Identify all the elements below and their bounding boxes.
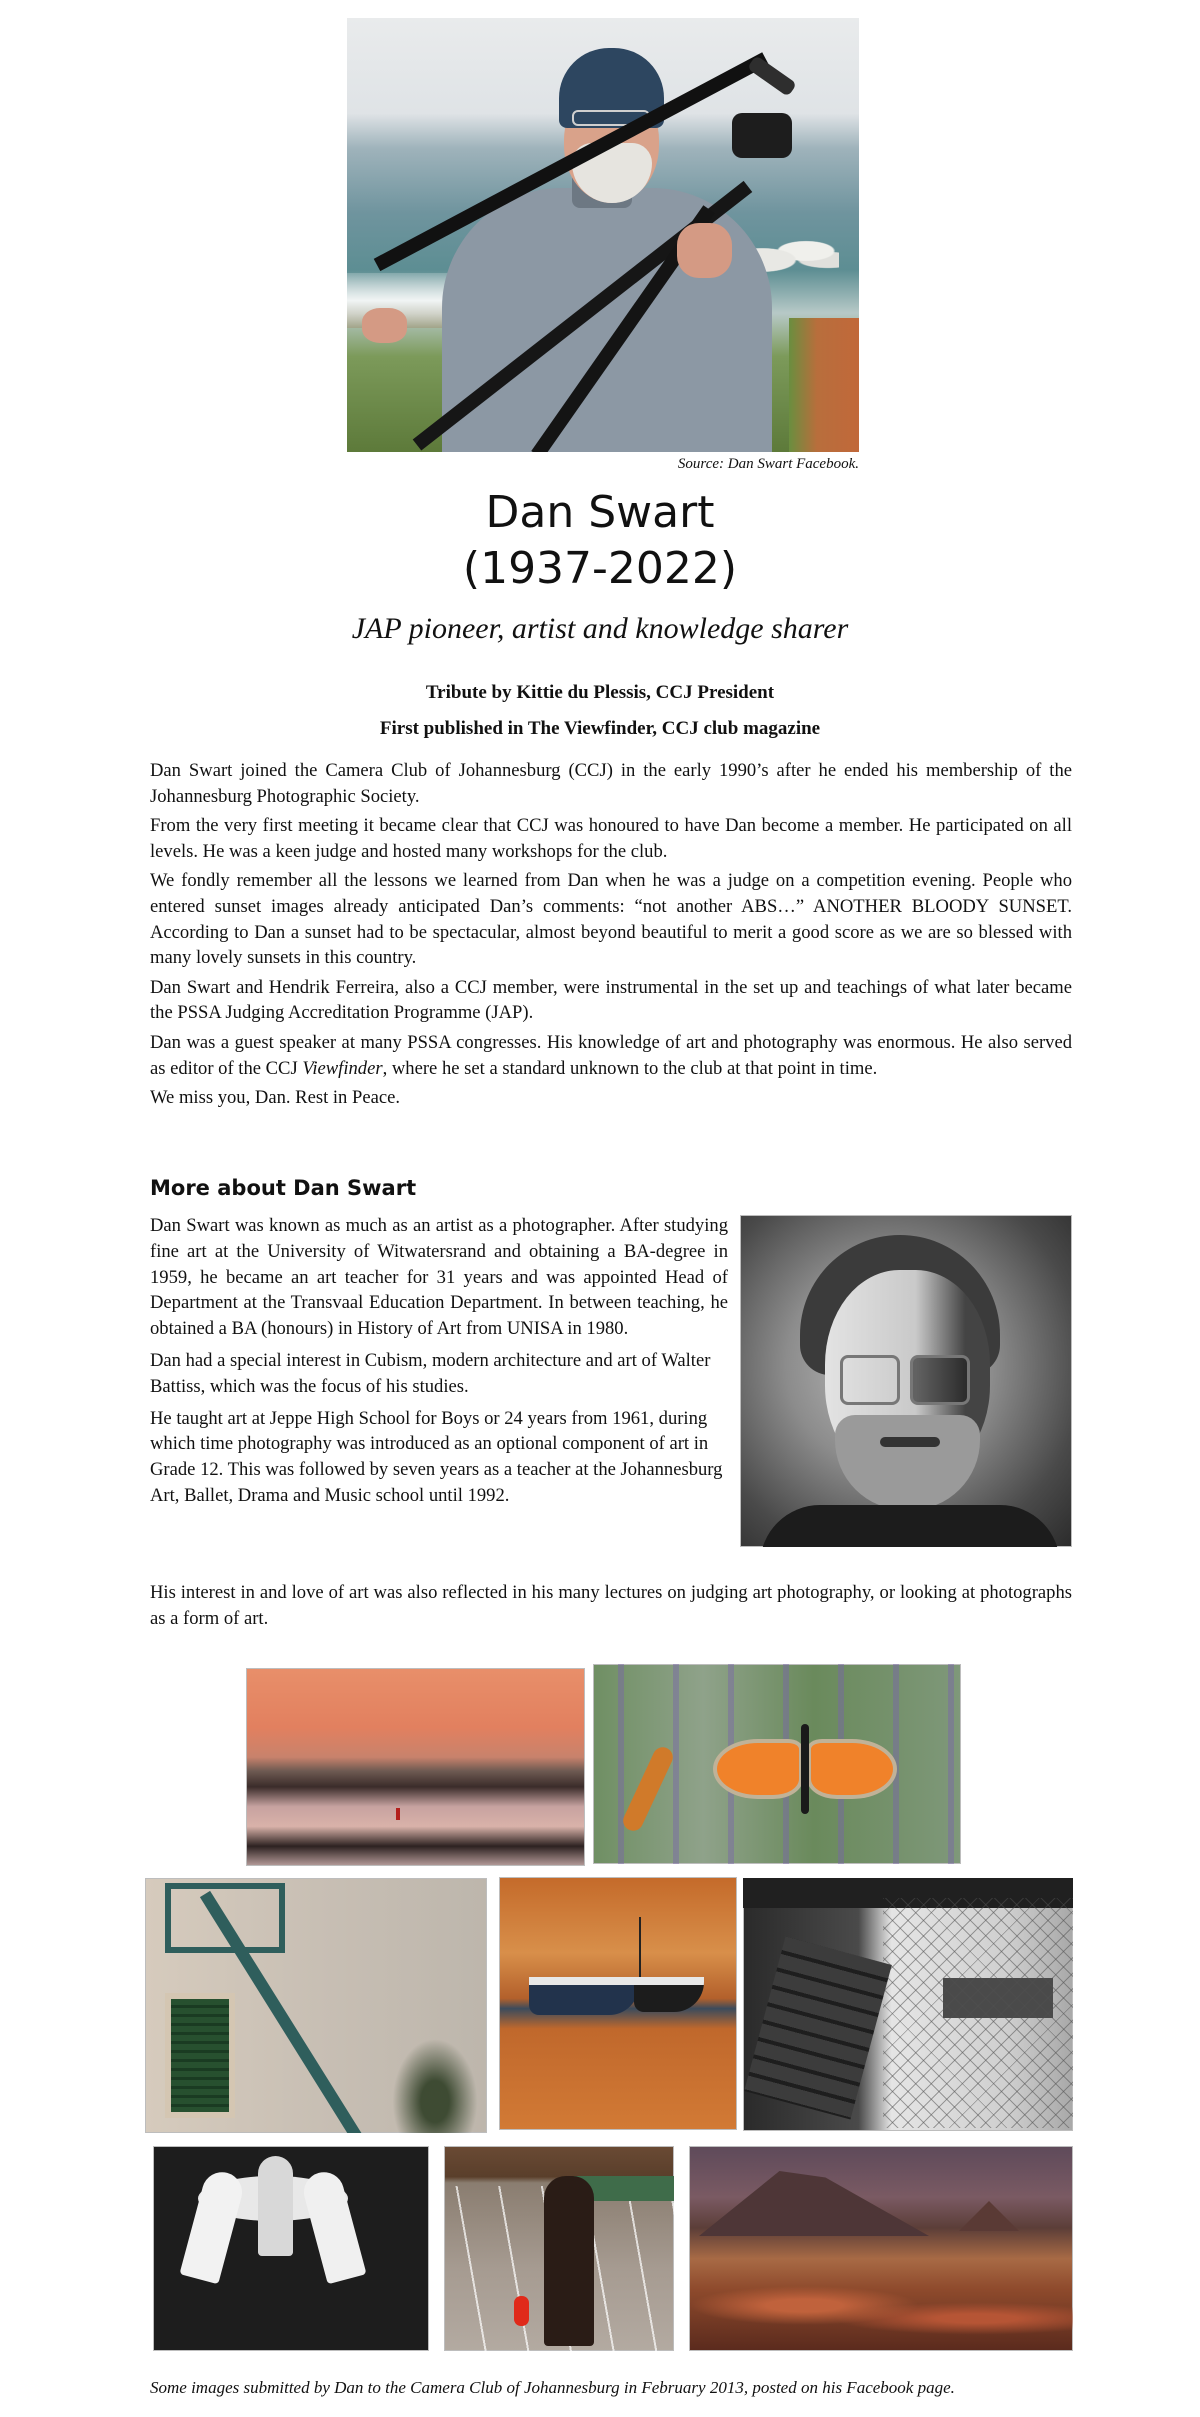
tribute-byline: Tribute by Kittie du Plessis, CCJ President (425, 682, 775, 703)
viewfinder-title: Viewfinder (302, 1057, 383, 1079)
bio-closing-block (150, 1580, 1072, 1635)
gallery-image-stairs (145, 1878, 487, 2133)
plastic-chair (258, 2156, 293, 2256)
publication-note: First published in The Viewfinder, CCJ club magazine (379, 718, 821, 739)
statue-figure (544, 2176, 594, 2346)
portrait-beard (835, 1415, 980, 1510)
tribute-closing: We miss you, Dan. Rest in Peace. (150, 1087, 400, 1109)
bio-body (150, 1213, 728, 1515)
portrait-photo (740, 1215, 1072, 1547)
gallery-image-shed (743, 1878, 1073, 2131)
wooden-crate (744, 1936, 892, 2119)
red-cow-sculpture (514, 2296, 529, 2326)
life-years: (1937-2022) (462, 543, 738, 594)
butterfly-body (801, 1724, 809, 1814)
hero-photo (347, 18, 859, 452)
tripod-handle (747, 55, 797, 97)
red-sail (396, 1808, 400, 1820)
gallery-caption: Some images submitted by Dan to the Camera Club of Johannesburg in February 2013, posted on his Facebook page. (150, 2378, 955, 2397)
section-heading-more-about: More about Dan Swart (150, 1176, 417, 1200)
butterfly-wing (713, 1739, 803, 1799)
plastic-chair (179, 2168, 246, 2285)
bio-paragraph: Dan Swart was known as much as an artist as a photographer. After studying fine art at the University of Witwatersrand and obtaining a BA-degree in 1959, he became an art teacher for 31 years and was appointed Head of Department at the Transvaal Education Department. In between teaching, he obtained a BA (honours) in History of Art from UNISA in 1980. (150, 1215, 728, 1340)
editor-text-before: Dan was a guest speaker at many PSSA congresses. His knowledge of art and photography was enormous. He also served as editor of the CCJ (150, 1031, 1072, 1079)
fishing-boat (634, 1977, 704, 2012)
editor-text-after: , where he set a standard unknown to the club at that point in time. (382, 1057, 878, 1079)
boat-mast (639, 1917, 641, 1982)
palm (385, 2028, 485, 2133)
page-title (0, 485, 1200, 597)
plastic-chair (299, 2168, 366, 2285)
tribute-paragraph: From the very first meeting it became clear that CCJ was honoured to have Dan become a member. He participated on all levels. He was a keen judge and hosted many workshops for the club. (150, 815, 1072, 862)
bio-paragraph: Dan had a special interest in Cubism, modern architecture and art of Walter Battiss, which was the focus of his studies. (150, 1349, 711, 1397)
distant-peak (959, 2201, 1019, 2231)
portrait-sweater (760, 1505, 1060, 1547)
dirt-path (789, 318, 859, 452)
gallery-image-chairs (153, 2146, 429, 2351)
tribute-body (150, 758, 1072, 1115)
gallery-image-statue (444, 2146, 674, 2351)
gallery-image-butterfly (593, 1664, 961, 1864)
tribute-paragraph: We fondly remember all the lessons we learned from Dan when he was a judge on a competition evening. People who entered sunset images already anticipated Dan’s comments: “not another ABS…” ANOTHER BLOODY SUNSET. According to Dan a sunset had to be spectacular, almost beyond beautiful to merit a good score as we are so blessed with many lovely sunsets in this country. (150, 870, 1072, 969)
gallery-image-boats (499, 1877, 737, 2130)
mountain (699, 2171, 929, 2236)
page-subtitle: JAP pioneer, artist and knowledge sharer (351, 612, 849, 645)
bio-paragraph: He taught art at Jeppe High School for Boys or 24 years from 1961, during which time photography was introduced as an optional component of art in Grade 12. This was followed by seven years as a teacher at the Johannesburg Art, Ballet, Drama and Music school until 1992. (150, 1407, 723, 1506)
portrait-glasses-lens (910, 1355, 970, 1405)
bio-closing: His interest in and love of art was also reflected in his many lectures on judging art photography, or looking at photographs as a form of art. (150, 1582, 1072, 1629)
person-hand (677, 223, 732, 278)
butterfly-wing (807, 1739, 897, 1799)
green-shutter (165, 1993, 235, 2118)
person-name: Dan Swart (485, 487, 715, 538)
fishing-boat (529, 1977, 639, 2015)
tripod-head (732, 113, 792, 158)
tribute-paragraph: Dan Swart and Hendrik Ferreira, also a CCJ member, were instrumental in the set up and teachings of what later became the PSSA Judging Accreditation Programme (JAP). (150, 976, 1072, 1024)
portrait-glasses-lens (840, 1355, 900, 1405)
tribute-paragraph: Dan Swart joined the Camera Club of Johannesburg (CCJ) in the early 1990’s after he ended his membership of the Johannesburg Photographic Society. (150, 760, 1072, 807)
red-rocks (689, 2286, 1073, 2351)
tribute-paragraph-editor (150, 1030, 1072, 1081)
gallery-image-sunset (246, 1668, 585, 1866)
photo-source-caption: Source: Dan Swart Facebook. (677, 456, 859, 472)
person-hand (362, 308, 407, 343)
gallery-image-desert (689, 2146, 1073, 2351)
portrait-mouth (880, 1437, 940, 1447)
chicken-wire (883, 1898, 1073, 2128)
